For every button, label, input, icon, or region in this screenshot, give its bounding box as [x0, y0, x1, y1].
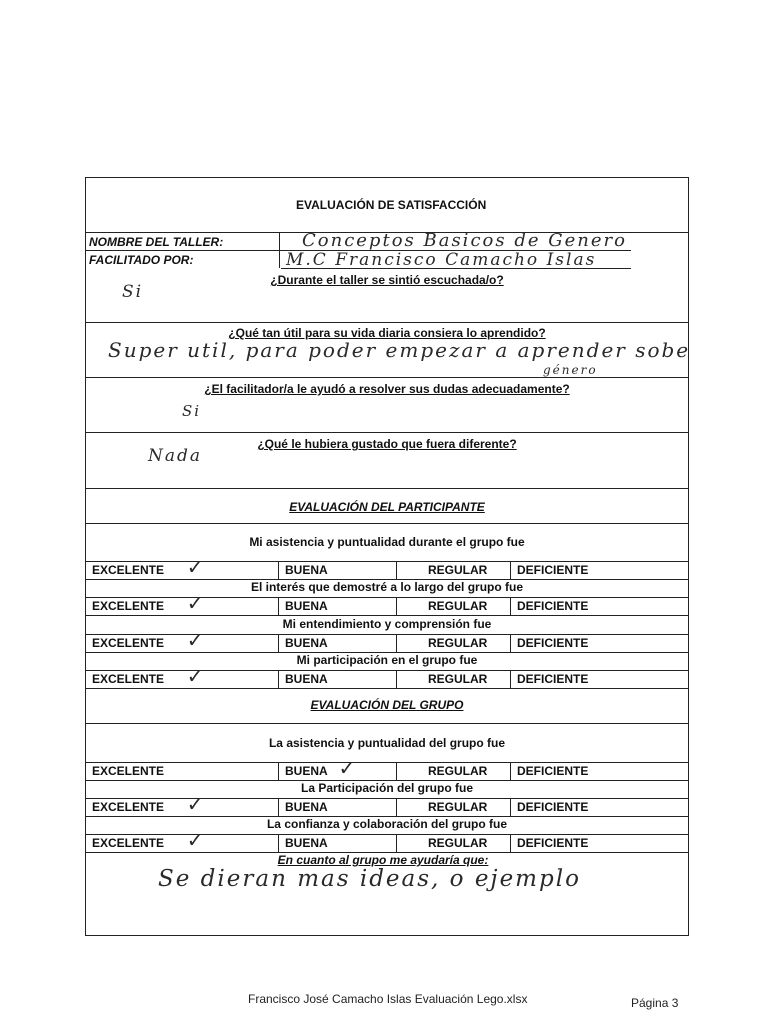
- participant-row-4-option-buena[interactable]: BUENA: [285, 672, 328, 686]
- group-row-2-option-excelente[interactable]: EXCELENTE: [92, 800, 165, 814]
- group-row-3-option-buena[interactable]: BUENA: [285, 836, 328, 850]
- group-question-3: La confianza y colaboración del grupo fue: [266, 817, 508, 831]
- group-row-2-option-buena[interactable]: BUENA: [285, 800, 328, 814]
- participant-row-1-check-icon: ✓: [186, 555, 206, 579]
- participant-question-4: Mi participación en el grupo fue: [296, 653, 478, 667]
- footer-page-number: Página 3: [631, 996, 679, 1010]
- group-row-1-option-regular[interactable]: REGULAR: [428, 764, 488, 778]
- participant-row-2-option-excelente[interactable]: EXCELENTE: [92, 599, 165, 613]
- participant-row-3-option-deficiente[interactable]: DEFICIENTE: [517, 636, 589, 650]
- group-section-title: EVALUACIÓN DEL GRUPO: [310, 698, 464, 712]
- participant-row-2-check-icon: ✓: [186, 591, 206, 615]
- participant-row-4-option-excelente[interactable]: EXCELENTE: [92, 672, 165, 686]
- participant-row-1-option-buena[interactable]: BUENA: [285, 563, 328, 577]
- facilitator-value: M.C Francisco Camacho Islas: [286, 250, 597, 270]
- question-1: ¿Durante el taller se sintió escuchada/o?: [270, 273, 504, 287]
- participant-row-3-option-buena[interactable]: BUENA: [285, 636, 328, 650]
- form-title: EVALUACIÓN DE SATISFACCIÓN: [296, 198, 487, 212]
- group-final-question: En cuanto al grupo me ayudaría que:: [277, 853, 489, 867]
- answer-2: Super util, para poder empezar a aprender sobe: [108, 338, 691, 362]
- group-row-3-option-regular[interactable]: REGULAR: [428, 836, 488, 850]
- answer-3: Si: [182, 402, 202, 420]
- workshop-value: Conceptos Basicos de Genero: [302, 230, 627, 251]
- participant-row-2-option-buena[interactable]: BUENA: [285, 599, 328, 613]
- question-4: ¿Qué le hubiera gustado que fuera diferente?: [257, 437, 517, 451]
- participant-question-3: Mi entendimiento y comprensión fue: [282, 617, 492, 631]
- group-row-1-option-buena[interactable]: BUENA: [285, 764, 328, 778]
- footer-filename: Francisco José Camacho Islas Evaluación Lego.xlsx: [248, 992, 528, 1006]
- participant-section-title: EVALUACIÓN DEL PARTICIPANTE: [289, 500, 485, 514]
- participant-row-4-check-icon: ✓: [186, 664, 206, 688]
- participant-row-3-option-excelente[interactable]: EXCELENTE: [92, 636, 165, 650]
- group-row-3-option-excelente[interactable]: EXCELENTE: [92, 836, 165, 850]
- participant-row-2-option-regular[interactable]: REGULAR: [428, 599, 488, 613]
- participant-row-3-option-regular[interactable]: REGULAR: [428, 636, 488, 650]
- participant-row-1-option-excelente[interactable]: EXCELENTE: [92, 563, 165, 577]
- answer-2-continuation: género: [543, 363, 598, 377]
- participant-row-3-check-icon: ✓: [186, 628, 206, 652]
- group-row-1-option-deficiente[interactable]: DEFICIENTE: [517, 764, 589, 778]
- participant-row-2-option-deficiente[interactable]: DEFICIENTE: [517, 599, 589, 613]
- question-2: ¿Qué tan útil para su vida diaria consiera lo aprendido?: [228, 326, 546, 340]
- group-row-3-check-icon: ✓: [186, 828, 206, 852]
- workshop-label: NOMBRE DEL TALLER:: [89, 235, 224, 249]
- question-3: ¿El facilitador/a le ayudó a resolver sus dudas adecuadamente?: [204, 382, 570, 396]
- facilitator-label: FACILITADO POR:: [89, 253, 194, 267]
- group-question-1: La asistencia y puntualidad del grupo fue: [268, 736, 506, 750]
- group-row-3-option-deficiente[interactable]: DEFICIENTE: [517, 836, 589, 850]
- participant-row-4-option-deficiente[interactable]: DEFICIENTE: [517, 672, 589, 686]
- participant-row-4-option-regular[interactable]: REGULAR: [428, 672, 488, 686]
- group-row-1-check-icon: ✓: [338, 756, 358, 780]
- answer-1: Si: [122, 282, 144, 302]
- group-row-1-option-excelente[interactable]: EXCELENTE: [92, 764, 165, 778]
- participant-question-1: Mi asistencia y puntualidad durante el grupo fue: [249, 535, 525, 549]
- group-row-2-check-icon: ✓: [186, 792, 206, 816]
- participant-question-2: El interés que demostré a lo largo del grupo fue: [250, 580, 524, 594]
- group-row-2-option-deficiente[interactable]: DEFICIENTE: [517, 800, 589, 814]
- group-row-2-option-regular[interactable]: REGULAR: [428, 800, 488, 814]
- group-final-answer: Se dieran mas ideas, o ejemplo: [158, 866, 581, 892]
- participant-row-1-option-deficiente[interactable]: DEFICIENTE: [517, 563, 589, 577]
- evaluation-form: [85, 177, 689, 936]
- participant-row-1-option-regular[interactable]: REGULAR: [428, 563, 488, 577]
- group-question-2: La Participación del grupo fue: [300, 781, 474, 795]
- answer-4: Nada: [148, 446, 203, 466]
